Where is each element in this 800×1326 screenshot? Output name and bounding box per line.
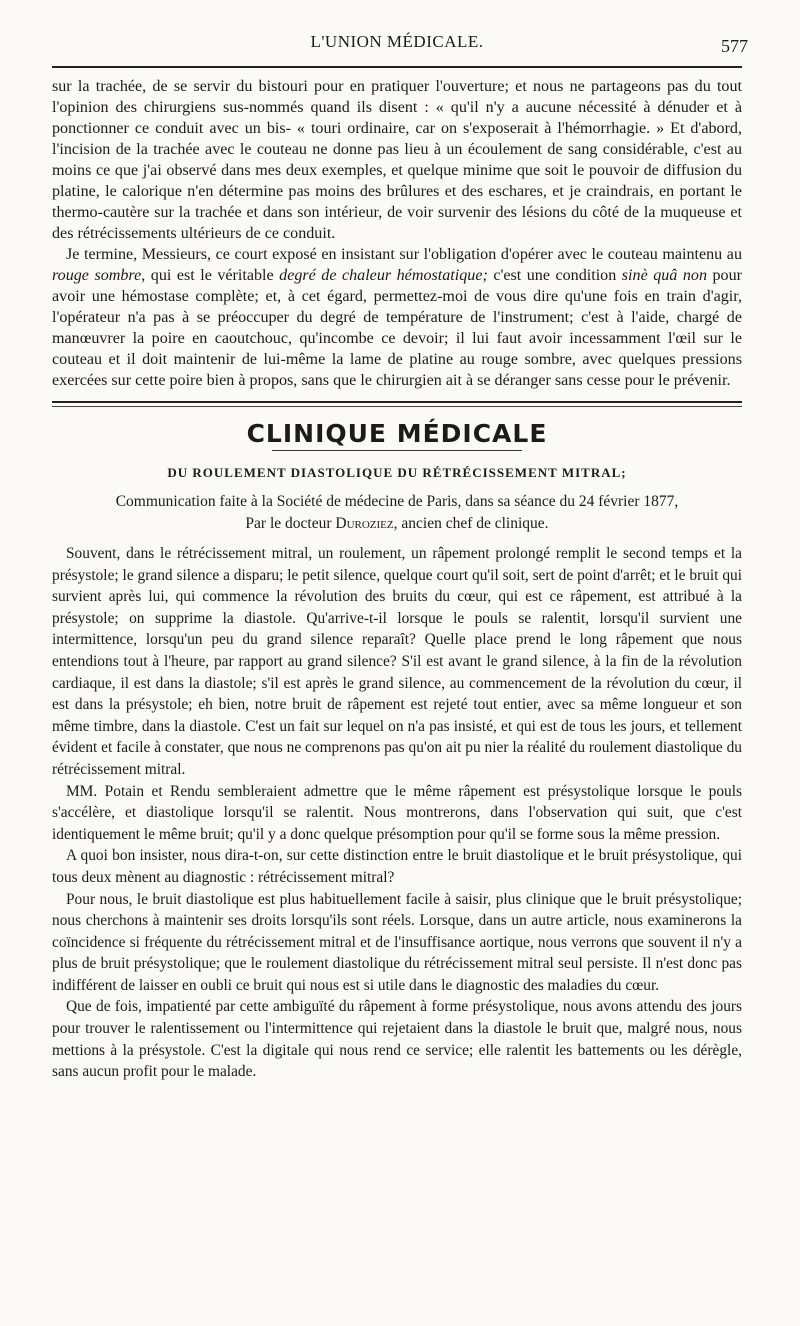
author-name: Duroziez bbox=[335, 515, 394, 532]
paragraph-tracheotomy-continued: sur la trachée, de se servir du bistouri pour en pratiquer l'ouverture; et nous ne partageons pas du tout l'opinion des chirurgiens sus-nommés quand ils disent : « qu'il n'y a aucune nécessité à dénuder et à ponctionner ce conduit avec un bis- « touri ordinaire, car on s'exposerait à l'hémorrhagie. » Et d'abord, l'incision de la trachée avec le couteau ne donne pas lieu à un écoulement de sang considérable, c'est au moins ce que j'ai observé dans mes deux exemples, et quelque minime que soit le pouvoir de diffusion du platine, le calorique n'en détermine pas moins des brûlures et des eschares, et je craindrais, en portant le thermo-cautère sur la trachée et dans son intérieur, de voir survenir des lésions du côté de la muqueuse et des rétrécissements ultérieurs de ce conduit. bbox=[52, 78, 742, 242]
emphasis-degre-hemostatique: degré de chaleur hémostatique; bbox=[279, 267, 488, 284]
emphasis-rouge-sombre: rouge sombre bbox=[52, 267, 142, 284]
section-title bbox=[52, 419, 742, 451]
conclusion-text-c: c'est une condition bbox=[487, 267, 622, 284]
separator-rule-thick bbox=[52, 401, 742, 403]
emphasis-sine-qua-non: sinè quâ non bbox=[621, 267, 707, 284]
separator-rule-thin bbox=[52, 406, 742, 407]
page-number: 577 bbox=[721, 36, 748, 56]
communication-note: Communication faite à la Société de médecine de Paris, dans sa séance du 24 février 1877, bbox=[115, 493, 679, 510]
author-prefix: Par le docteur bbox=[245, 515, 336, 532]
article-paragraph: MM. Potain et Rendu sembleraient admettre que le même râpement est présystolique lorsque le pouls s'accélère, et diastolique lorsqu'il se ralentit. Nous montrerons, dans l'observation qui suit, que c'est identiquement le même bruit; qu'il y a donc quelque présomption pour qu'il se forme sous la même pression. bbox=[52, 782, 742, 843]
section-title-underline bbox=[272, 450, 522, 451]
conclusion-text-b: , qui est le véritable bbox=[141, 267, 280, 284]
section-separator bbox=[52, 401, 742, 407]
running-title: L'UNION MÉDICALE. bbox=[310, 32, 484, 51]
journal-page bbox=[52, 26, 748, 1083]
article-body bbox=[52, 543, 742, 1083]
conclusion-text-d: pour avoir une hémostase complète; et, à cet égard, permettez-moi de vous dire qu'une fois en train d'agir, l'opérateur n'a pas à se préoccuper du degré de température de l'instrument; c'est à l'aide, chargé de manœuvrer la poire en caoutchouc, qu'incombe ce devoir; il lui faut avoir incessamment l'œil sur le couteau et il doit maintenir de lui-même la lame de platine au rouge sombre, avec quelques pressions exercées sur cette poire bien à propos, sans que le chirurgien ait à se déranger sans cesse pour le prévenir. bbox=[52, 267, 743, 389]
author-suffix: , ancien chef de clinique. bbox=[393, 515, 549, 532]
paragraph-conclusion bbox=[52, 244, 742, 391]
header-rule bbox=[52, 66, 742, 68]
article-title: DU ROULEMENT DIASTOLIQUE DU RÉTRÉCISSEMENT MITRAL; bbox=[167, 465, 627, 480]
page-header bbox=[52, 26, 748, 60]
article-paragraph: Pour nous, le bruit diastolique est plus habituellement facile à saisir, plus clinique que le bruit présystolique; nous cherchons à maintenir ses droits lorsqu'ils sont réels. Lorsque, dans un autre article, nous examinerons la coïncidence si fréquente du rétrécissement mitral et de l'insuffisance aortique, nous verrons que souvent il n'y a plus de bruit présystolique; que le roulement diastolique du rétrécissement mitral seul persiste. Il n'est donc pas indifférent de laisser en oubli ce bruit qui nous est si utile dans le diagnostic des maladies du cœur. bbox=[52, 890, 742, 994]
article-paragraph: Souvent, dans le rétrécissement mitral, un roulement, un râpement prolongé remplit le second temps et la présystole; le grand silence a disparu; le petit silence, quelque court qu'il soit, sert de point d'arrêt; et le bruit qui survient après lui, qui commence la révolution des bruits du cœur, qui est ce râpement, est attribué à la présystole; on supprime la diastole. Qu'arrive-t-il lorsque le pouls se ralentit, lorsqu'il survient une intermittence, lorsqu'un peu du grand silence reparaît? Quelle place prend le long râpement que nous entendions tout à l'heure, par rapport au grand silence? S'il est avant le grand silence, à la fin de la révolution cardiaque, il est dans la diastole; s'il est après le grand silence, au commencement de la révolution du cœur, il est dans la présystole; eh bien, notre bruit de râpement est rejeté tout entier, avec sa même longueur et son même timbre, dans la diastole. C'est un fait sur lequel on n'a pas insisté, et qui est de tous les jours, et tellement évident et facile à constater, que nous ne comprenons pas qu'on ait pu nier la réalité du roulement diastolique du rétrécissement mitral. bbox=[52, 545, 742, 778]
section-title-text: CLINIQUE MÉDICALE bbox=[246, 419, 548, 448]
author-line bbox=[52, 515, 742, 533]
article-paragraph: A quoi bon insister, nous dira-t-on, sur cette distinction entre le bruit diastolique et le bruit présystolique, qui tous deux mènent au diagnostic : rétrécissement mitral? bbox=[52, 847, 742, 886]
conclusion-text-a: Je termine, Messieurs, ce court exposé en insistant sur l'obligation d'opérer avec le couteau maintenu au bbox=[66, 246, 742, 263]
article-paragraph: Que de fois, impatienté par cette ambiguïté du râpement à forme présystolique, nous avons attendu des jours pour trouver le ralentissement ou l'intermittence qui rejetaient dans la diastole le bruit que, malgré nous, nous mettions à la présystole. C'est la digitale qui nous rend ce service; elle ralentit les battements ou les dérègle, sans aucun profit pour le malade. bbox=[52, 998, 742, 1081]
